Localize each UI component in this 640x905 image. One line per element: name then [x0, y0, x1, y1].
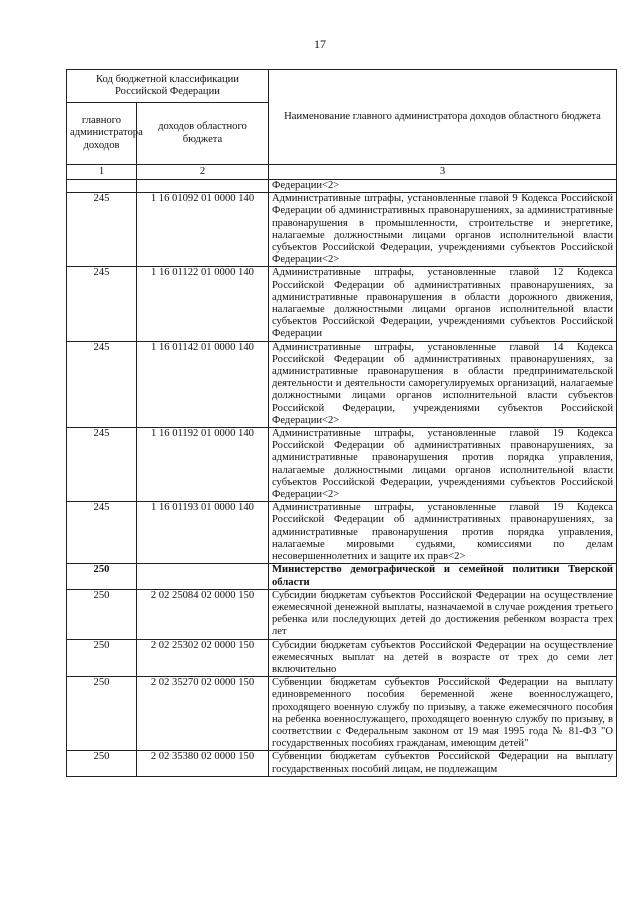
table-row [67, 751, 617, 776]
table-row [67, 193, 617, 267]
table-row [67, 502, 617, 564]
table-row [67, 341, 617, 427]
name-cell: Федерации<2> [269, 180, 617, 193]
name-cell: Министерство демографической и семейной политики Тверской области [269, 564, 617, 589]
header-classification-code: Код бюджетной классификации Российской Федерации [67, 70, 269, 103]
budget-classification-table [66, 69, 617, 777]
income-code-cell: 1 16 01193 01 0000 140 [137, 502, 269, 564]
income-code-cell: 2 02 25084 02 0000 150 [137, 589, 269, 639]
admin-code-cell: 250 [67, 564, 137, 589]
income-code-cell [137, 564, 269, 589]
income-code-cell: 1 16 01142 01 0000 140 [137, 341, 269, 427]
admin-code-cell: 250 [67, 677, 137, 751]
header-col-number-2: 2 [137, 165, 269, 180]
admin-code-cell: 250 [67, 589, 137, 639]
name-cell: Административные штрафы, установленные главой 14 Кодекса Российской Федерации об административных правонарушениях, за административные правонарушения в области предпринимательской деятельности и деятельности саморегулируемых организаций, налагаемые должностными лицами органов исполнительной власти субъектов Российской Федерации, учреждениями субъектов Российской Федерации<2> [269, 341, 617, 427]
income-code-cell: 2 02 35270 02 0000 150 [137, 677, 269, 751]
table-row [67, 428, 617, 502]
income-code-cell [137, 180, 269, 193]
table-row [67, 564, 617, 589]
page-number: 17 [314, 37, 326, 51]
header-regional-income: доходов областного бюджета [137, 103, 269, 165]
income-code-cell: 1 16 01092 01 0000 140 [137, 193, 269, 267]
name-cell: Субвенции бюджетам субъектов Российской Федерации на выплату государственных пособий лицам, не подлежащим [269, 751, 617, 776]
header-col-number-3: 3 [269, 165, 617, 180]
admin-code-cell: 245 [67, 267, 137, 341]
income-code-cell: 2 02 35380 02 0000 150 [137, 751, 269, 776]
header-main-admin: главного администратора доходов [67, 103, 137, 165]
table-row [67, 589, 617, 639]
name-cell: Субвенции бюджетам субъектов Российской Федерации на выплату единовременного пособия беременной жене военнослужащего, проходящего военную службу по призыву, а также ежемесячного пособия на ребенка военнослужащего, проходящего военную службу по призыву, в соответствии с Федеральным законом от 19 мая 1995 года № 81-ФЗ "О государственных пособиях гражданам, имеющим детей" [269, 677, 617, 751]
table-row [67, 180, 617, 193]
name-cell: Субсидии бюджетам субъектов Российской Федерации на осуществление ежемесячной денежной выплаты, назначаемой в случае рождения третьего ребенка или последующих детей до достижения ребенком возраста трех лет [269, 589, 617, 639]
name-cell: Административные штрафы, установленные главой 19 Кодекса Российской Федерации об административных правонарушениях, за административные правонарушения против порядка управления, налагаемые должностными лицами органов исполнительной власти субъектов Российской Федерации, учреждениями субъектов Российской Федерации<2> [269, 428, 617, 502]
income-code-cell: 1 16 01192 01 0000 140 [137, 428, 269, 502]
admin-code-cell: 250 [67, 639, 137, 677]
name-cell: Административные штрафы, установленные главой 12 Кодекса Российской Федерации об административных правонарушениях, за административные правонарушения в области дорожного движения, налагаемые должностными лицами органов исполнительной власти субъектов Российской Федерации, учреждениями субъектов Российской Федерации [269, 267, 617, 341]
header-admin-name: Наименование главного администратора доходов областного бюджета [269, 70, 617, 165]
table-header [67, 70, 617, 180]
admin-code-cell [67, 180, 137, 193]
table-body [67, 180, 617, 777]
admin-code-cell: 250 [67, 751, 137, 776]
table-row [67, 677, 617, 751]
income-code-cell: 1 16 01122 01 0000 140 [137, 267, 269, 341]
name-cell: Административные штрафы, установленные главой 19 Кодекса Российской Федерации об административных правонарушениях, за административные правонарушения против порядка управления, налагаемые мировыми судьями, комиссиями по делам несовершеннолетних и защите их прав<2> [269, 502, 617, 564]
table-row [67, 267, 617, 341]
admin-code-cell: 245 [67, 341, 137, 427]
table-row [67, 639, 617, 677]
header-col-number-1: 1 [67, 165, 137, 180]
income-code-cell: 2 02 25302 02 0000 150 [137, 639, 269, 677]
admin-code-cell: 245 [67, 193, 137, 267]
name-cell: Административные штрафы, установленные главой 9 Кодекса Российской Федерации об административных правонарушениях, за административные правонарушения в промышленности, строительстве и энергетике, налагаемые должностными лицами органов исполнительной власти субъектов Российской Федерации, учреждениями субъектов Российской Федерации<2> [269, 193, 617, 267]
name-cell: Субсидии бюджетам субъектов Российской Федерации на осуществление ежемесячных выплат на детей в возрасте от трех до семи лет включительно [269, 639, 617, 677]
admin-code-cell: 245 [67, 428, 137, 502]
admin-code-cell: 245 [67, 502, 137, 564]
